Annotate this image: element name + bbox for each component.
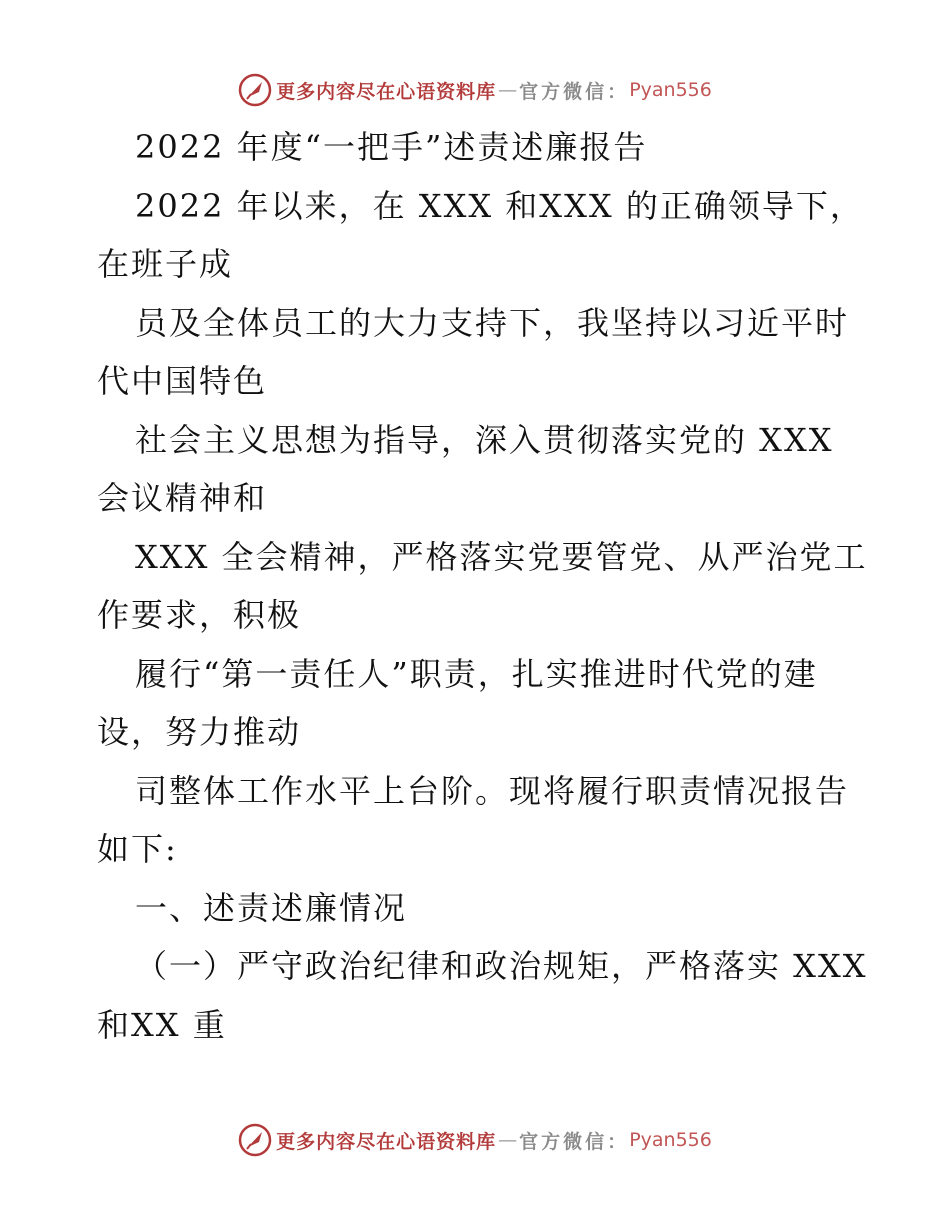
- watermark-wechat-id: Pyan556: [629, 79, 712, 101]
- text-line: XXX 全会精神，严格落实党要管党、从严治党工: [135, 537, 868, 576]
- text-line: 作要求，积极: [97, 596, 302, 634]
- text-line: 2022 年以来，在 XXX 和XXX 的正确领导下，: [135, 186, 864, 225]
- watermark-header: [0, 70, 950, 110]
- text-line: 在班子成: [97, 245, 234, 283]
- text-line: 和XX 重: [97, 1005, 227, 1044]
- watermark-wechat-label: 官方微信：: [519, 1130, 630, 1153]
- document-body: [97, 118, 868, 1054]
- section-heading: 一、述责述廉情况: [135, 888, 408, 927]
- subsection-heading: （一）严守政治纪律和政治规矩，严格落实 XXX: [135, 947, 868, 985]
- quill-logo-icon: [238, 1123, 272, 1157]
- watermark-wechat-label: 官方微信：: [519, 80, 630, 103]
- watermark-slogan: 更多内容尽在心语资料库: [276, 80, 497, 103]
- watermark-slogan: 更多内容尽在心语资料库: [276, 1130, 497, 1153]
- watermark-dash: —: [498, 1129, 518, 1151]
- text-line: 司整体工作水平上台阶。现将履行职责情况报告: [135, 771, 850, 810]
- text-line: 社会主义思想为指导，深入贯彻落实党的 XXX: [135, 420, 834, 459]
- watermark-dash: —: [498, 79, 518, 101]
- text-line: 如下:: [97, 830, 178, 868]
- quill-logo-icon: [238, 73, 272, 107]
- watermark-wechat-id: Pyan556: [629, 1129, 712, 1151]
- text-line: 会议精神和: [97, 479, 268, 517]
- document-title: 2022 年度“一把手”述责述廉报告: [135, 128, 648, 166]
- text-line: 员及全体员工的大力支持下，我坚持以习近平时: [135, 303, 850, 342]
- text-line: 设，努力推动: [97, 713, 302, 751]
- text-line: 代中国特色: [97, 362, 268, 400]
- text-line: 履行“第一责任人”职责，扎实推进时代党的建: [135, 654, 818, 693]
- watermark-footer: [0, 1120, 950, 1160]
